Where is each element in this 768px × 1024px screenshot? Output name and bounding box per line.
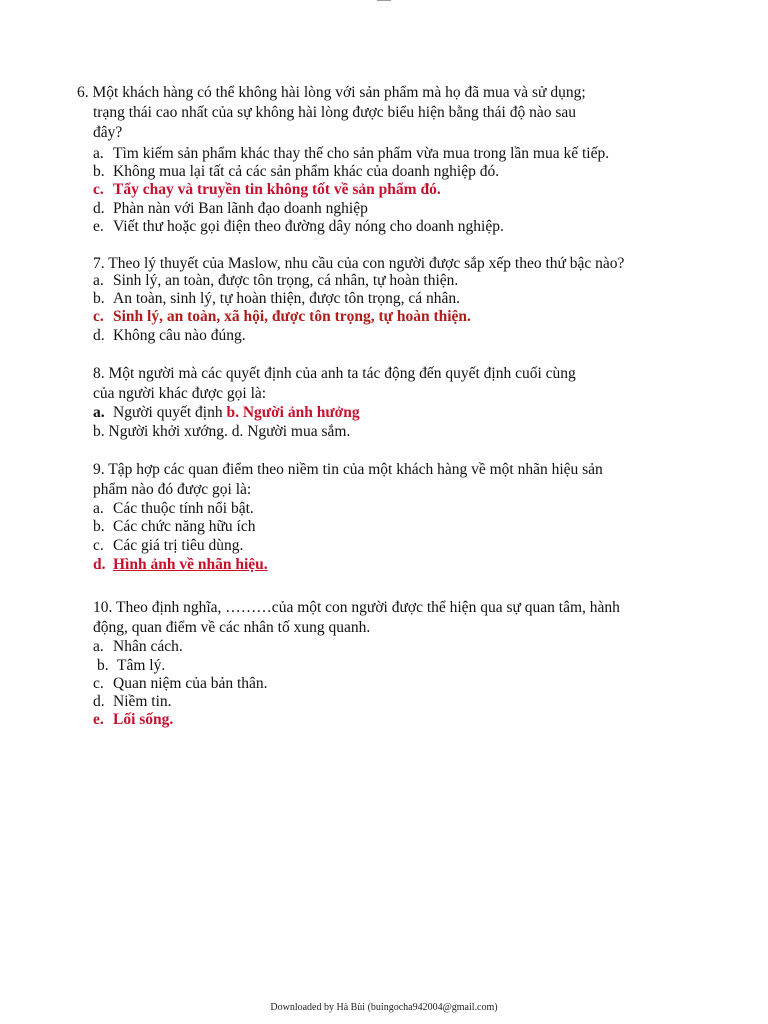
option-letter: d. [93,693,105,710]
option-letter: b. [97,657,109,674]
question-6-text-line-2: trạng thái cao nhất của sự không hài lòng được biểu hiện bằng thái độ nào sau [93,104,576,121]
question-6-option-e [93,218,504,236]
download-footer: Downloaded by Hà Bùi (buingocha942004@gmail.com) [270,1002,498,1013]
question-10-text-line-2: động, quan điểm về các nhân tố xung quanh. [93,619,371,636]
option-letter: d. [93,556,106,573]
question-7-option-b [93,290,460,308]
option-text: Sinh lý, an toàn, xã hội, được tôn trọng, tự hoàn thiện. [113,308,471,325]
question-6-option-a [93,145,609,163]
question-9-text-line-2: phẩm nào đó được gọi là: [93,481,252,498]
option-letter: b. [93,290,105,307]
option-letter: b. [93,163,105,180]
option-letter: d. [93,200,105,217]
question-8-options-row-2: b. Người khởi xướng. d. Người mua sắm. [93,423,351,440]
question-6-option-b [93,163,499,181]
question-7-text-line-1: 7. Theo lý thuyết của Maslow, nhu cầu của con người được sắp xếp theo thứ bậc nào? [93,255,625,272]
question-6-text-line-3: đây? [93,124,123,141]
option-text: Quan niệm của bản thân. [113,675,268,692]
question-9-option-b [93,518,255,536]
question-9-option-c [93,537,243,555]
question-9-option-a [93,500,254,518]
option-letter: a. [93,404,105,421]
option-letter: a. [93,145,104,162]
question-8-options-row-1 [93,404,360,422]
option-letter: e. [93,218,104,235]
question-6-option-c-correct [93,181,441,199]
option-letter: c. [93,308,104,325]
option-letter: a. [93,638,104,655]
option-letter: e. [93,711,104,728]
option-text: Không mua lại tất cả các sản phẩm khác của doanh nghiệp đó. [113,163,500,180]
question-10-option-a [93,638,183,656]
option-text: Tâm lý. [117,657,166,674]
question-8-option-b-correct: b. Người ảnh hưởng [226,404,360,421]
option-text: Niềm tin. [113,693,172,710]
option-text: Các giá trị tiêu dùng. [113,537,244,554]
option-letter: c. [93,537,104,554]
option-letter: a. [93,272,104,289]
option-letter: a. [93,500,104,517]
question-6-text-line-1: 6. Một khách hàng có thể không hài lòng với sản phẩm mà họ đã mua và sử dụng; [77,84,586,101]
option-text: Các chức năng hữu ích [113,518,256,535]
option-text: Các thuộc tính nổi bật. [113,500,254,517]
option-text: Tìm kiếm sản phẩm khác thay thế cho sản phẩm vừa mua trong lần mua kế tiếp. [113,145,610,162]
question-7-option-a [93,272,458,290]
question-8-text-line-1: 8. Một người mà các quyết định của anh ta tác động đến quyết định cuối cùng [93,365,576,382]
question-9-option-d-correct [93,556,268,574]
option-letter: b. [93,518,105,535]
option-a-text: Người quyết định [113,404,223,421]
question-10-option-b [97,657,165,675]
option-text: Viết thư hoặc gọi điện theo đường dây nóng cho doanh nghiệp. [113,218,504,235]
question-9-text-line-1: 9. Tập hợp các quan điểm theo niềm tin của một khách hàng về một nhãn hiệu sản [93,461,603,478]
option-text: Sinh lý, an toàn, được tôn trọng, cá nhân, tự hoàn thiện. [113,272,459,289]
question-7-option-c-correct [93,308,471,326]
option-text: An toàn, sinh lý, tự hoàn thiện, được tôn trọng, cá nhân. [113,290,460,307]
question-10-option-e-correct [93,711,173,729]
option-text: Tẩy chay và truyền tin không tốt về sản phẩm đó. [113,181,441,198]
question-10-option-d [93,693,172,711]
question-10-text-line-1: 10. Theo định nghĩa, ………của một con người được thể hiện qua sự quan tâm, hành [93,599,620,616]
option-text: Hình ảnh về nhãn hiệu. [113,556,268,573]
option-text: Nhân cách. [113,638,183,655]
question-7-option-d [93,327,246,345]
option-text: Không câu nào đúng. [113,327,246,344]
option-letter: d. [93,327,105,344]
question-10-option-c [93,675,268,693]
option-text: Phàn nàn với Ban lãnh đạo doanh nghiệp [113,200,368,217]
question-6-option-d [93,200,368,218]
option-letter: c. [93,181,104,198]
page-top-mark [377,0,391,1]
question-8-text-line-2: của người khác được gọi là: [93,385,267,402]
option-text: Lối sống. [113,711,174,728]
option-letter: c. [93,675,104,692]
